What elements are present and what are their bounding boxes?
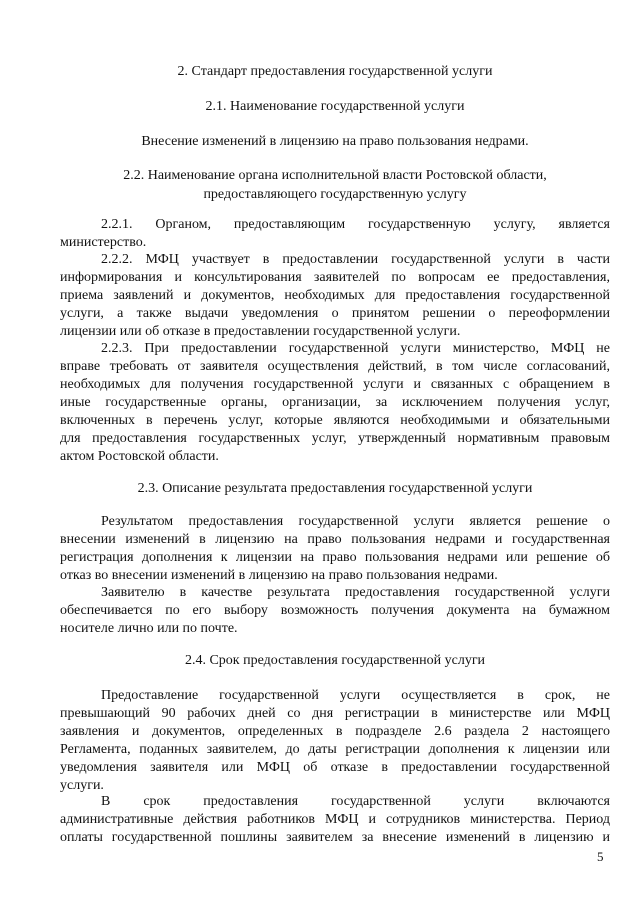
paragraph-line: информирования и консультирования заявителей по вопросам ее предоставления, (60, 270, 610, 285)
subsection-2-3-title: 2.3. Описание результата предоставления государственной услуги (137, 481, 533, 496)
paragraph-line: уведомления заявителя или МФЦ об отказе в предоставлении государственной (60, 760, 610, 775)
paragraph-2-2-2 (60, 251, 610, 341)
paragraph-2-3-1 (60, 513, 610, 585)
paragraph-2-2-1 (60, 216, 610, 252)
paragraph-line: административные действия работников МФЦ и сотрудников министерства. Период (60, 812, 610, 827)
paragraph-line: регистрация дополнения к лицензии на право пользования недрами или решение об (60, 550, 610, 565)
paragraph-2-4-1 (60, 687, 610, 795)
subsection-2-4-title: 2.4. Срок предоставления государственной услуги (184, 653, 486, 668)
paragraph-line: вправе требовать от заявителя осуществления действий, в том числе согласований, (60, 359, 610, 374)
section-title: 2. Стандарт предоставления государственной услуги (177, 64, 493, 79)
paragraph-line: оплаты государственной пошлины заявителем за внесение изменений в лицензию и (60, 830, 610, 845)
paragraph-line: внесении изменений в лицензию на право пользования недрами и государственная (60, 532, 610, 547)
paragraph-line: Результатом предоставления государственной услуги является решение о (101, 514, 610, 529)
subsection-2-2-title-line1: 2.2. Наименование органа исполнительной власти Ростовской области, (123, 168, 547, 183)
paragraph-2-2-3 (60, 340, 610, 466)
paragraph-line: услуги, а также выдачи уведомления о принятом решении о переоформлении (60, 306, 610, 321)
paragraph-line: В срок предоставления государственной услуги включаются (101, 794, 610, 809)
paragraph-line: носителе лично или по почте. (60, 621, 238, 636)
paragraph-line: 2.2.1. Органом, предоставляющим государственную услугу, является (101, 217, 610, 232)
paragraph-line: Заявителю в качестве результата предоставления государственной услуги (101, 585, 610, 600)
paragraph-line: обеспечивается по его выбору возможность получения документа на бумажном (60, 603, 610, 618)
subsection-2-1-text: Внесение изменений в лицензию на право пользования недрами. (141, 134, 529, 149)
subsection-2-1-title: 2.1. Наименование государственной услуги (205, 99, 465, 114)
subsection-2-2-title-line2: предоставляющего государственную услугу (203, 187, 467, 202)
page-number: 5 (597, 849, 604, 864)
paragraph-line: для предоставления государственных услуг, утвержденный нормативным правовым (60, 431, 610, 446)
paragraph-2-4-2 (60, 793, 610, 847)
paragraph-line: Предоставление государственной услуги осуществляется в срок, не (101, 688, 610, 703)
paragraph-line: превышающий 90 рабочих дней со дня регистрации в министерстве или МФЦ (60, 706, 610, 721)
paragraph-line: отказ во внесении изменений в лицензию на право пользования недрами. (60, 568, 498, 583)
paragraph-line: лицензии или об отказе в предоставлении государственной услуги. (60, 324, 461, 339)
paragraph-line: услуги. (60, 778, 104, 793)
paragraph-line: иные государственные органы, организации, за исключением получения услуг, (60, 395, 610, 410)
paragraph-line: актом Ростовской области. (60, 449, 219, 464)
paragraph-line: 2.2.2. МФЦ участвует в предоставлении государственной услуги в части (101, 252, 610, 267)
paragraph-line: министерство. (60, 235, 147, 250)
paragraph-line: приема заявлений и документов, необходимых для предоставления государственной (60, 288, 610, 303)
paragraph-line: заявления и документов, определенных в подразделе 2.6 раздела 2 настоящего (60, 724, 610, 739)
paragraph-line: 2.2.3. При предоставлении государственной услуги министерство, МФЦ не (101, 341, 610, 356)
paragraph-2-3-2 (60, 584, 610, 638)
paragraph-line: включенных в перечень услуг, которые являются необходимыми и обязательными (60, 413, 610, 428)
paragraph-line: Регламента, поданных заявителем, до даты регистрации дополнения к лицензии или (60, 742, 610, 757)
paragraph-line: необходимых для получения государственной услуги и связанных с обращением в (60, 377, 610, 392)
